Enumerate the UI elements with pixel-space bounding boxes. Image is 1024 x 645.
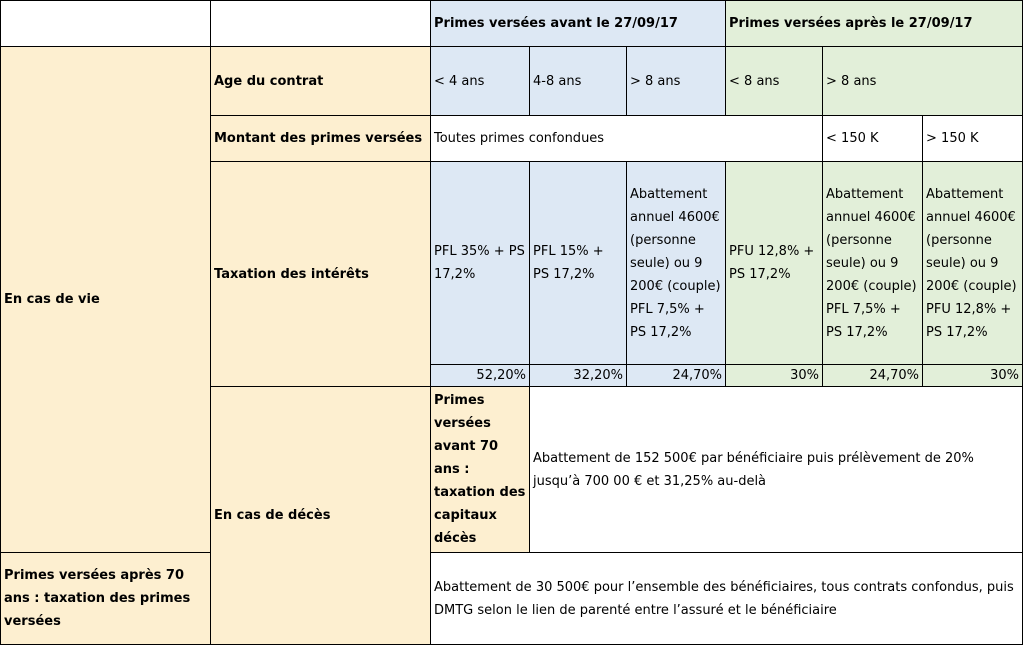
abattement-text: Abattement annuel 4600€ (personne seule) ou 9 200€ (couple)	[926, 186, 1017, 294]
abattement-text: Abattement annuel 4600€ (personne seule) ou 9 200€ (couple)	[630, 186, 721, 294]
rate-cell: 32,20%	[530, 365, 627, 387]
deces-apres-label: Primes versées après 70 ans : taxation des primes versées	[1, 553, 211, 645]
montant-label: Montant des primes versées	[211, 116, 431, 162]
montant-all-cell: Toutes primes confondues	[431, 116, 823, 162]
taxation-cell: PFU 12,8% + PS 17,2%	[726, 162, 823, 365]
rate-cell: 30%	[923, 365, 1023, 387]
age-cell: < 4 ans	[431, 47, 530, 116]
taxation-cell	[923, 162, 1023, 365]
deces-apres-text: Abattement de 30 500€ pour l’ensemble des bénéficiaires, tous contrats confondus, puis DMTG selon le lien de parenté entre l’assuré et le bénéficiaire	[431, 553, 1023, 645]
rate-cell: 24,70%	[627, 365, 726, 387]
rate-cell: 52,20%	[431, 365, 530, 387]
rate-cell: 30%	[726, 365, 823, 387]
prelevement-text: PFL 7,5% + PS 17,2%	[630, 301, 705, 340]
corner-cell	[1, 1, 211, 47]
section-label-deces: En cas de décès	[211, 387, 431, 645]
header-blank-cell	[211, 1, 431, 47]
rate-cell: 24,70%	[823, 365, 923, 387]
age-label: Age du contrat	[211, 47, 431, 116]
age-cell: > 8 ans	[823, 47, 1023, 116]
age-cell: > 8 ans	[627, 47, 726, 116]
header-before-date: Primes versées avant le 27/09/17	[431, 1, 726, 47]
abattement-text: Abattement annuel 4600€ (personne seule) ou 9 200€ (couple)	[826, 186, 917, 294]
section-label-vie: En cas de vie	[1, 47, 211, 553]
taxation-label: Taxation des intérêts	[211, 162, 431, 387]
prelevement-text: PFL 7,5% + PS 17,2%	[826, 301, 901, 340]
deces-apres-row	[1, 553, 1023, 645]
taxation-cell	[627, 162, 726, 365]
prelevement-text: PFU 12,8% + PS 17,2%	[926, 301, 1012, 340]
montant-lt-cell: < 150 K	[823, 116, 923, 162]
header-row	[1, 1, 1023, 47]
header-after-date: Primes versées après le 27/09/17	[726, 1, 1023, 47]
deces-avant-text: Abattement de 152 500€ par bénéficiaire puis prélèvement de 20% jusqu’à 700 00 € et 31,25% au-delà	[530, 387, 1023, 553]
age-cell: 4-8 ans	[530, 47, 627, 116]
taxation-cell: PFL 35% + PS 17,2%	[431, 162, 530, 365]
taxation-cell	[823, 162, 923, 365]
taxation-cell: PFL 15% + PS 17,2%	[530, 162, 627, 365]
age-row	[1, 47, 1023, 116]
deces-avant-label: Primes versées avant 70 ans : taxation des capitaux décès	[431, 387, 530, 553]
age-cell: < 8 ans	[726, 47, 823, 116]
montant-gt-cell: > 150 K	[923, 116, 1023, 162]
